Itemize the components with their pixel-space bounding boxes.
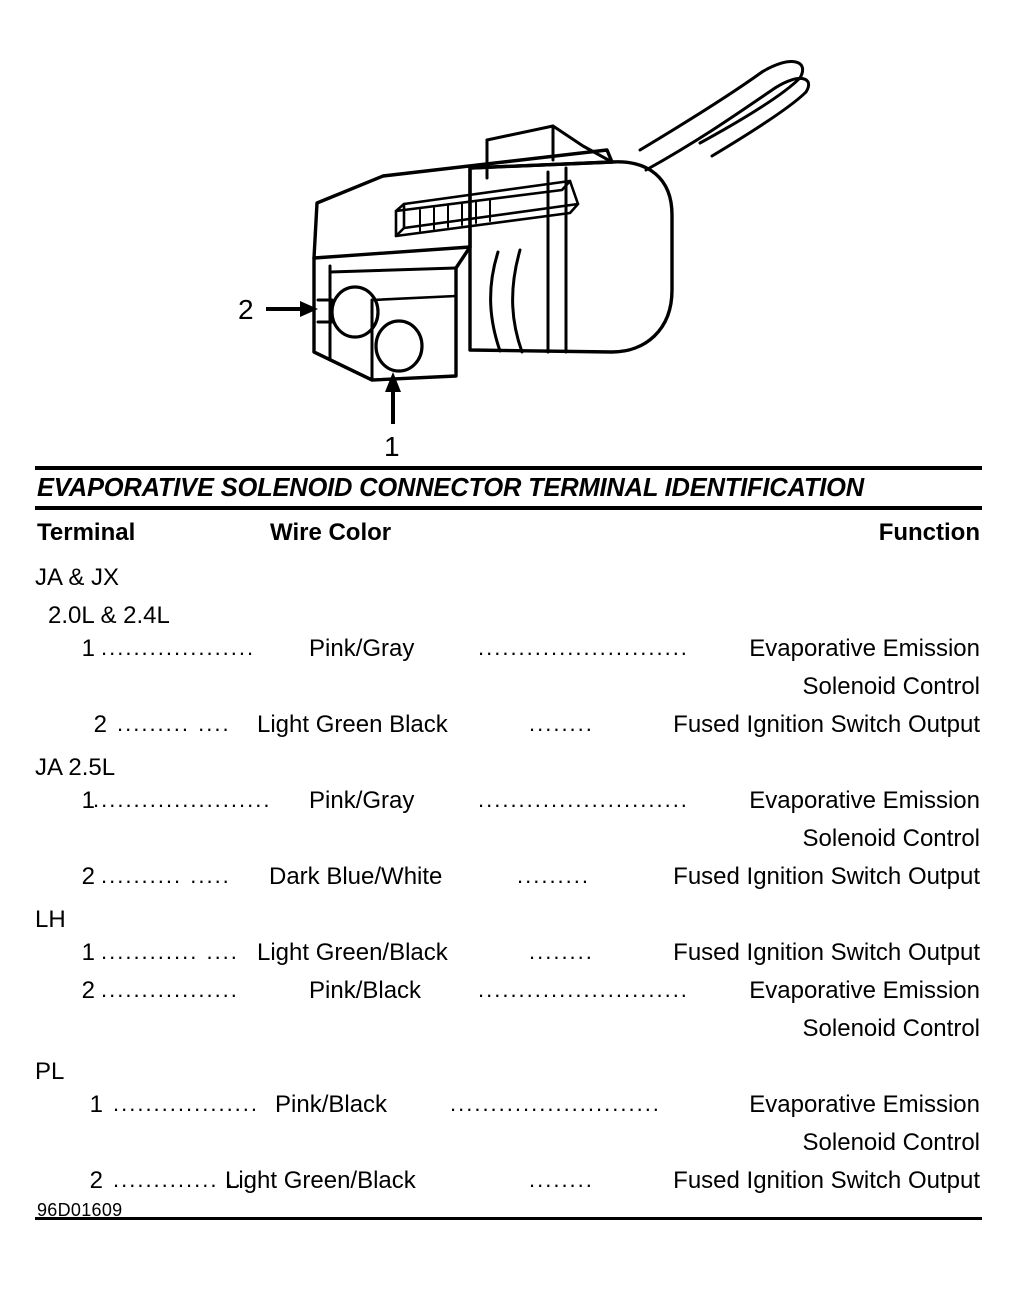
table-row: [35, 787, 982, 825]
header-terminal: Terminal: [37, 519, 136, 546]
group-label-ja-25l: JA 2.5L: [35, 754, 116, 781]
function-text-line2: Solenoid Control: [802, 673, 980, 700]
callout-2-label: 2: [238, 294, 254, 325]
terminal-number: 1: [81, 635, 95, 662]
function-text-line2: Solenoid Control: [802, 1129, 980, 1156]
leader-dots: ........: [529, 711, 594, 736]
wire-color: Pink/Gray: [309, 635, 415, 662]
terminal-number: 1: [81, 939, 95, 966]
connector-illustration: [0, 0, 1017, 470]
wire-color: Pink/Black: [275, 1091, 388, 1118]
leader-dots: ..................: [113, 1091, 260, 1116]
table-row-continuation: [35, 1015, 982, 1053]
leader-dots: ..........................: [478, 635, 689, 660]
function-text: Fused Ignition Switch Output: [673, 939, 980, 966]
table-row-continuation: [35, 673, 982, 711]
wire-color: Pink/Black: [309, 977, 422, 1004]
group-label-pl: PL: [35, 1058, 65, 1085]
group-sublabel-ja-jx: 2.0L & 2.4L: [48, 602, 170, 629]
terminal-number: 1: [89, 1091, 103, 1118]
leader-dots: ............ ....: [101, 939, 239, 964]
leader-dots: ............. ....: [113, 1167, 260, 1192]
terminal-number: 2: [81, 863, 95, 890]
leader-dots: ..........................: [478, 977, 689, 1002]
title-bottom-rule: [35, 506, 982, 510]
table-row-continuation: [35, 825, 982, 863]
leader-dots: ........: [529, 939, 594, 964]
leader-dots: ........: [529, 1167, 594, 1192]
table-bottom-rule: [35, 1217, 982, 1220]
wire-color: Dark Blue/White: [269, 863, 443, 890]
function-text: Evaporative Emission: [749, 787, 980, 814]
column-headers: [35, 519, 982, 559]
table-row: [35, 635, 982, 673]
document-code: 96D01609: [37, 1200, 123, 1220]
header-wire-color: Wire Color: [270, 519, 392, 546]
leader-dots: .......... .....: [101, 863, 231, 888]
header-function: Function: [878, 519, 980, 546]
table-row: [35, 939, 982, 977]
callout-1: [384, 372, 401, 462]
function-text: Evaporative Emission: [749, 977, 980, 1004]
function-text: Fused Ignition Switch Output: [673, 1167, 980, 1194]
leader-dots: ..........................: [450, 1091, 661, 1116]
callout-2: [238, 294, 318, 325]
table-row: [35, 1091, 982, 1129]
table-row: [35, 977, 982, 1015]
terminal-number: 2: [89, 1167, 103, 1194]
function-text: Fused Ignition Switch Output: [673, 711, 980, 738]
group-label-ja-jx: JA & JX: [35, 564, 120, 591]
leader-dots: .................: [101, 977, 239, 1002]
leader-dots: ..........................: [478, 787, 689, 812]
leader-dots: ...................: [101, 635, 256, 660]
function-text: Evaporative Emission: [749, 1091, 980, 1118]
table-row-continuation: [35, 1129, 982, 1167]
wire-color: Light Green/Black: [225, 1167, 416, 1194]
leader-dots: ......................: [93, 787, 272, 812]
group-label-lh: LH: [35, 906, 66, 933]
function-text-line2: Solenoid Control: [802, 825, 980, 852]
table-row: [35, 711, 982, 749]
wire-color: Light Green Black: [257, 711, 448, 738]
leader-dots: ......... ....: [117, 711, 231, 736]
terminal-number: 2: [93, 711, 107, 738]
terminal-number: 1: [81, 787, 95, 814]
terminal-identification-table: [35, 466, 982, 1220]
table-row: [35, 863, 982, 901]
function-text-line2: Solenoid Control: [802, 1015, 980, 1042]
function-text: Fused Ignition Switch Output: [673, 863, 980, 890]
table-title: EVAPORATIVE SOLENOID CONNECTOR TERMINAL IDENTIFICATION: [37, 474, 864, 502]
wire-color: Pink/Gray: [309, 787, 415, 814]
callout-1-label: 1: [384, 431, 400, 462]
wire-color: Light Green/Black: [257, 939, 448, 966]
function-text: Evaporative Emission: [749, 635, 980, 662]
leader-dots: .........: [517, 863, 591, 888]
terminal-number: 2: [81, 977, 95, 1004]
table-row: [35, 1167, 982, 1205]
